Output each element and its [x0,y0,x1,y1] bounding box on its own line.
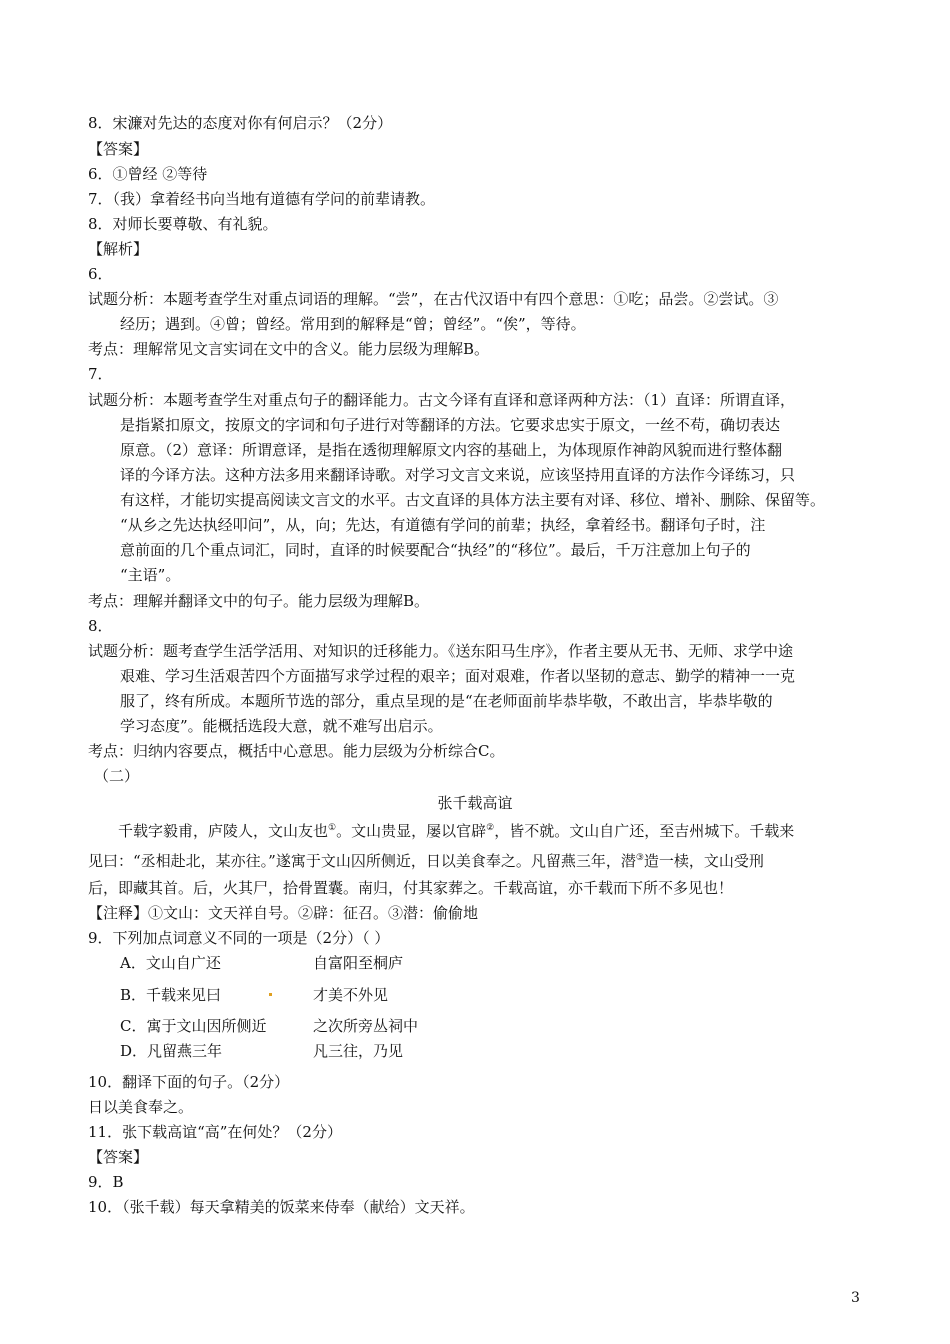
text-line: 试题分析：本题考查学生对重点词语的理解。“尝”，在古代汉语中有四个意思：①吃；品尝。②尝试。③ [88,290,779,308]
option-c: C．寓于文山因所侧近 [120,1017,267,1035]
text-line: 8． [88,617,113,635]
text-line: 7． [88,365,113,383]
page-number: 3 [851,1290,860,1306]
text-line: “从乡之先达执经叩问”，从，向；先达，有道德有学问的前辈；执经，拿着经书。翻译句子时，注 [120,516,766,534]
story-paragraph-line: 后，即藏其首。后，火其尸，拾骨置囊。南归，付其家葬之。千载高谊，亦千载而下所不多见也！ [88,879,734,897]
text-line: 学习态度”。能概括选段大意，就不难写出启示。 [120,717,443,735]
text-line: 6．①曾经 ②等待 [88,165,208,183]
text-line: 8．宋濂对先达的态度对你有何启示？（2分） [88,114,393,132]
text-line: 试题分析：本题考查学生对重点句子的翻译能力。古文今译有直译和意译两种方法：（1）直译：所谓直译， [88,391,796,409]
text-line: 6． [88,265,113,283]
section-heading: （二） [94,767,140,785]
text-line: 10．（张千载）每天拿精美的饭菜来侍奉（献给）文天祥。 [88,1198,475,1216]
text-line: 日以美食奉之。 [88,1098,194,1116]
text-line: 8．对师长要尊敬、有礼貌。 [88,215,278,233]
text-line: 【答案】 [88,140,149,158]
text-line: 考点：归纳内容要点，概括中心意思。能力层级为分析综合C。 [88,742,505,760]
question-9: 9．下列加点词意义不同的一项是（2分）（ ） [88,929,390,947]
story-title: 张千载高谊 [437,794,513,812]
text-line: 是指紧扣原文，按原文的字词和句子进行对等翻译的方法。它要求忠实于原文，一丝不苟，确切表达 [120,416,781,434]
text-line: 艰难、学习生活艰苦四个方面描写求学过程的艰辛；面对艰难，作者以坚韧的意志、勤学的精神一一克 [120,667,796,685]
text-line: 经历；遇到。④曾；曾经。常用到的解释是“曾；曾经”。“俟”，等待。 [120,315,586,333]
text-line: 原意。（2）意译：所谓意译，是指在透彻理解原文内容的基础上，为体现原作神韵风貌而进行整体翻 [120,441,783,459]
text-line: 有这样，才能切实提高阅读文言文的水平。古文直译的具体方法主要有对译、移位、增补、删除、保留等。 [120,491,826,509]
emphasis-dot [269,993,272,996]
text-line: 10．翻译下面的句子。（2分） [88,1073,290,1091]
text-line: 考点：理解并翻译文中的句子。能力层级为理解B。 [88,592,430,610]
option-c-pair: 之次所旁丛祠中 [313,1017,419,1035]
text-line: 【解析】 [88,240,149,258]
option-d-pair: 凡三往，乃见 [313,1042,404,1060]
text-line: 译的今译方法。这种方法多用来翻译诗歌。对学习文言文来说，应该坚持用直译的方法作今译练习，只 [120,466,796,484]
text-line: 7．（我）拿着经书向当地有道德有学问的前辈请教。 [88,190,436,208]
text-line: 服了，终有所成。本题所节选的部分，重点呈现的是“在老师面前毕恭毕敬，不敢出言，毕恭毕敬的 [120,692,773,710]
text-line: “主语”。 [120,566,181,584]
text-line: 意前面的几个重点词汇，同时，直译的时候要配合“执经”的“移位”。最后，千万注意加上句子的 [120,541,751,559]
text-line: 试题分析：题考查学生活学活用、对知识的迁移能力。《送东阳马生序》，作者主要从无书、无师、求学中途 [88,642,794,660]
text-line: 【答案】 [88,1148,149,1166]
option-b: B．千载来见曰 [120,986,222,1004]
story-paragraph-line: 千载字毅甫，庐陵人，文山友也①。文山贵显，屡以官辟②，皆不就。文山自广还，至吉州城下。千载来 [118,822,795,840]
story-paragraph-line: 见曰：“丞相赴北，某亦往。”遂寓于文山囚所侧近，日以美食奉之。凡留燕三年，潜③造一椟，文山受刑 [88,852,764,870]
option-a: A．文山自广还 [120,954,221,972]
option-d: D．凡留燕三年 [120,1042,223,1060]
option-a-pair: 自富阳至桐庐 [313,954,404,972]
text-line: 11．张下载高谊“高”在何处？（2分） [88,1123,342,1141]
notes: 【注释】①文山：文天祥自号。②辟：征召。③潜：偷偷地 [88,904,479,922]
option-b-pair: 才美不外见 [313,986,389,1004]
text-line: 考点：理解常见文言实词在文中的含义。能力层级为理解B。 [88,340,490,358]
text-line: 9．B [88,1173,124,1191]
